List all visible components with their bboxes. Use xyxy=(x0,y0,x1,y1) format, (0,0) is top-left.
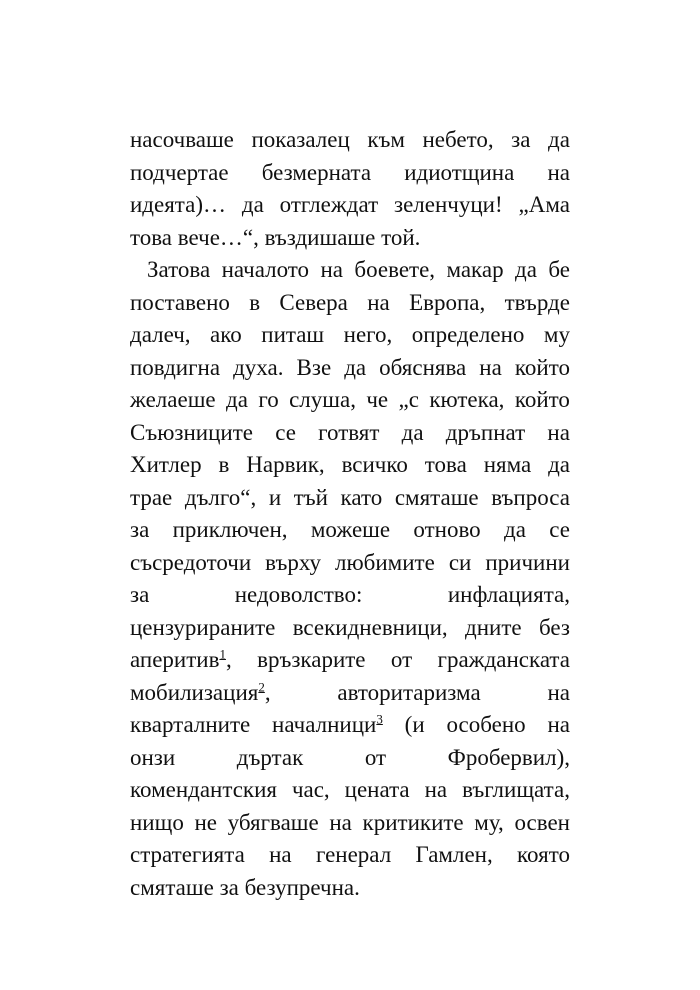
word: съсредоточи xyxy=(130,549,252,575)
word: любимите xyxy=(335,549,435,575)
word: на xyxy=(547,159,570,185)
text-line xyxy=(130,872,570,905)
word: смяташе xyxy=(394,484,479,510)
word: за xyxy=(130,582,150,607)
word: насочваше xyxy=(130,127,234,152)
word: се xyxy=(275,419,296,445)
word: се xyxy=(549,517,570,542)
word: началници$^3$ xyxy=(272,711,383,737)
word: идиотщина xyxy=(404,159,515,185)
word: дните xyxy=(465,614,522,640)
word: Европа, xyxy=(409,289,486,315)
word: отново xyxy=(413,517,481,542)
word: Севера xyxy=(279,289,348,315)
text-line xyxy=(130,839,570,872)
word: генерал xyxy=(315,842,392,867)
word: от xyxy=(390,647,413,672)
word: да xyxy=(226,387,248,412)
text-line xyxy=(130,254,570,287)
word: Съюзниците xyxy=(130,419,253,445)
footnote-link[interactable]: 2 xyxy=(258,678,265,694)
word: който xyxy=(514,354,570,380)
word: кварталните xyxy=(130,712,251,737)
word: го xyxy=(258,387,279,412)
word: вече…“, xyxy=(177,224,259,250)
word: обяснява xyxy=(379,354,467,380)
word: в xyxy=(249,289,261,315)
word: аперитив$^1$, xyxy=(130,646,232,672)
word: идеята)… xyxy=(130,192,226,217)
word: цензурираните xyxy=(130,614,276,640)
word: върху xyxy=(265,549,321,575)
text-line xyxy=(130,124,570,157)
text-line xyxy=(130,709,570,742)
word: „Ама xyxy=(518,192,570,217)
text-line xyxy=(130,287,570,320)
word: това xyxy=(424,452,467,477)
word: и xyxy=(268,484,282,510)
word: показалец xyxy=(251,127,350,152)
word: отглеждат xyxy=(279,192,379,217)
word: началото xyxy=(221,257,310,282)
text-line xyxy=(130,319,570,352)
word: гражданската xyxy=(437,647,570,672)
word: можеше xyxy=(310,517,391,542)
word: да xyxy=(548,452,570,477)
word: трае xyxy=(130,484,173,510)
word: към xyxy=(367,127,405,152)
word: желаеше xyxy=(130,387,216,412)
word: няма xyxy=(483,452,532,477)
word: стратегията xyxy=(130,842,245,867)
word: на xyxy=(424,777,448,802)
word: да xyxy=(548,127,570,152)
word: си xyxy=(448,549,472,575)
word: питаш xyxy=(261,322,325,347)
word: инфлацията, xyxy=(447,582,570,607)
word: на xyxy=(547,679,570,705)
word: в xyxy=(218,452,230,477)
text-line xyxy=(130,352,570,385)
word: Нарвик, xyxy=(246,452,325,477)
body-text xyxy=(130,124,570,904)
word: на xyxy=(269,842,292,867)
word: определено xyxy=(411,322,525,347)
word: дръпнат xyxy=(445,419,526,445)
word: духа. xyxy=(233,354,284,380)
word: въглищата, xyxy=(462,777,570,802)
word: небето, xyxy=(422,127,494,152)
word: слуша, xyxy=(289,387,356,412)
footnote-link[interactable]: 1 xyxy=(219,646,226,662)
word: макар xyxy=(446,257,504,282)
word: за xyxy=(511,127,531,152)
word: въздишаше xyxy=(264,224,376,250)
text-line xyxy=(130,417,570,450)
word: причини xyxy=(485,549,570,575)
word: поставено xyxy=(130,289,230,315)
word: на xyxy=(479,354,502,380)
word: (и xyxy=(404,712,425,737)
word: освен xyxy=(514,809,570,835)
word: да xyxy=(241,192,264,217)
word: него, xyxy=(343,322,393,347)
word: за xyxy=(219,874,239,900)
word: който xyxy=(514,387,570,412)
word: безупречна. xyxy=(244,874,360,900)
word: не xyxy=(194,809,218,835)
word: убягваше xyxy=(227,809,319,835)
word: повдигна xyxy=(130,354,221,380)
word: безмерната xyxy=(261,159,372,185)
text-line xyxy=(130,222,570,255)
footnote-link[interactable]: 3 xyxy=(376,711,383,727)
word: Хитлер xyxy=(130,452,202,477)
word: особено xyxy=(446,712,526,737)
word: за xyxy=(130,517,150,542)
word: като xyxy=(340,484,383,510)
text-line xyxy=(130,677,570,710)
word: онзи xyxy=(130,744,176,770)
word: ако xyxy=(210,322,242,347)
word: час, xyxy=(291,777,330,802)
text-line xyxy=(130,449,570,482)
word: „с xyxy=(398,387,419,412)
word: кютека, xyxy=(429,387,505,412)
word: далеч, xyxy=(130,322,191,347)
word: на xyxy=(547,712,570,737)
word: всичко xyxy=(341,452,408,477)
word: на xyxy=(329,809,352,835)
word: на xyxy=(320,257,343,282)
text-line xyxy=(130,644,570,677)
word: връзкарите xyxy=(257,647,366,672)
text-line xyxy=(130,482,570,515)
word: да xyxy=(504,517,526,542)
word: бе xyxy=(548,257,570,282)
word: недоволство: xyxy=(234,582,363,607)
word: да xyxy=(515,257,537,282)
word: комендантския xyxy=(130,777,277,802)
word: която xyxy=(517,842,570,867)
word: въпроса xyxy=(491,484,570,510)
word: на xyxy=(367,289,390,315)
word: авторитаризма xyxy=(337,679,481,705)
word: да xyxy=(401,419,424,445)
text-line xyxy=(130,612,570,645)
text-line xyxy=(130,384,570,417)
word: боевете, xyxy=(354,257,436,282)
text-line xyxy=(130,189,570,222)
word: без xyxy=(538,614,570,640)
word: да xyxy=(344,354,367,380)
word: твърде xyxy=(504,289,570,315)
text-line xyxy=(130,807,570,840)
word: приключен, xyxy=(172,517,288,542)
word: мобилизация$^2$, xyxy=(130,678,271,705)
text-line xyxy=(130,547,570,580)
word: подчертае xyxy=(130,159,229,185)
text-line xyxy=(130,579,570,612)
text-line xyxy=(130,774,570,807)
word: дъртак xyxy=(236,744,304,770)
word: цената xyxy=(344,777,410,802)
word: зеленчуци! xyxy=(394,192,503,217)
word: нищо xyxy=(130,809,184,835)
word: готвят xyxy=(318,419,380,445)
text-line xyxy=(130,742,570,775)
word: Взе xyxy=(296,354,332,380)
word: всекидневници, xyxy=(292,614,448,640)
word: от xyxy=(364,744,387,770)
word: Фробервил), xyxy=(447,744,570,770)
word: му xyxy=(543,322,570,347)
word: това xyxy=(130,224,173,250)
word: му, xyxy=(474,809,504,835)
word: че xyxy=(366,387,389,412)
text-line xyxy=(130,157,570,190)
word: Затова xyxy=(147,257,211,282)
word: дълго“, xyxy=(184,484,257,510)
text-line xyxy=(130,514,570,547)
word: на xyxy=(547,419,570,445)
word: Гамлен, xyxy=(415,842,493,867)
word: смяташе xyxy=(130,874,214,900)
word: той. xyxy=(381,224,421,250)
word: критиките xyxy=(362,809,464,835)
word: тъй xyxy=(293,484,328,510)
